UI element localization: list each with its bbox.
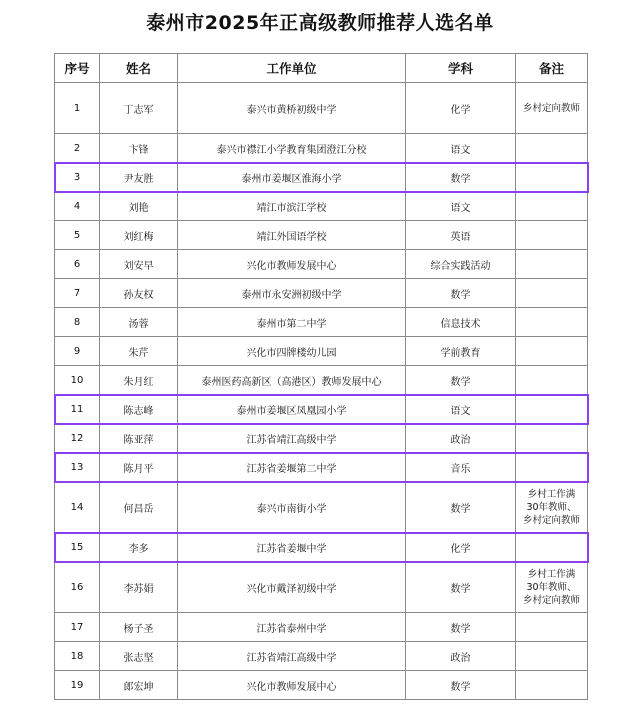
row-unit: 靖江外国语学校 xyxy=(178,221,406,250)
row-name: 陈志峰 xyxy=(100,395,178,424)
row-unit: 江苏省姜堰中学 xyxy=(178,533,406,562)
header-unit: 工作单位 xyxy=(178,54,406,83)
row-number: 15 xyxy=(55,533,100,562)
row-unit: 江苏省泰州中学 xyxy=(178,613,406,642)
row-number: 6 xyxy=(55,250,100,279)
row-subject: 数学 xyxy=(406,613,516,642)
row-number: 11 xyxy=(55,395,100,424)
row-subject: 学前教育 xyxy=(406,337,516,366)
row-name: 陈月平 xyxy=(100,453,178,482)
row-subject: 政治 xyxy=(406,642,516,671)
row-note xyxy=(516,613,588,642)
row-name: 陈亚萍 xyxy=(100,424,178,453)
row-note xyxy=(516,642,588,671)
row-note xyxy=(516,424,588,453)
table-row xyxy=(55,221,588,250)
row-unit: 泰州市姜堰区凤凰园小学 xyxy=(178,395,406,424)
row-subject: 化学 xyxy=(406,83,516,134)
table-row xyxy=(55,83,588,134)
table-row xyxy=(55,279,588,308)
row-name: 李多 xyxy=(100,533,178,562)
table-row xyxy=(55,163,588,192)
row-unit: 江苏省姜堰第二中学 xyxy=(178,453,406,482)
row-name: 李苏娟 xyxy=(100,562,178,613)
row-name: 尹友胜 xyxy=(100,163,178,192)
row-subject: 音乐 xyxy=(406,453,516,482)
row-note xyxy=(516,671,588,700)
row-note xyxy=(516,453,588,482)
row-subject: 数学 xyxy=(406,671,516,700)
row-note xyxy=(516,308,588,337)
row-number: 14 xyxy=(55,482,100,533)
header-name: 姓名 xyxy=(100,54,178,83)
row-unit: 泰兴市襟江小学教育集团澄江分校 xyxy=(178,134,406,163)
row-name: 孙友权 xyxy=(100,279,178,308)
row-name: 张志坚 xyxy=(100,642,178,671)
table-row xyxy=(55,533,588,562)
row-name: 何昌岳 xyxy=(100,482,178,533)
row-note xyxy=(516,163,588,192)
row-subject: 数学 xyxy=(406,482,516,533)
row-subject: 数学 xyxy=(406,366,516,395)
row-name: 郎宏坤 xyxy=(100,671,178,700)
row-note xyxy=(516,192,588,221)
row-subject: 语文 xyxy=(406,192,516,221)
row-note: 乡村工作满30年教师、乡村定向教师 xyxy=(516,482,588,533)
row-subject: 化学 xyxy=(406,533,516,562)
row-note xyxy=(516,337,588,366)
table-row xyxy=(55,192,588,221)
row-unit: 泰州市第二中学 xyxy=(178,308,406,337)
table-row xyxy=(55,366,588,395)
row-number: 5 xyxy=(55,221,100,250)
row-number: 3 xyxy=(55,163,100,192)
row-subject: 综合实践活动 xyxy=(406,250,516,279)
page-title: 泰州市2025年正高级教师推荐人选名单 xyxy=(146,12,494,34)
row-number: 17 xyxy=(55,613,100,642)
header-note: 备注 xyxy=(516,54,588,83)
row-note xyxy=(516,533,588,562)
header-number: 序号 xyxy=(55,54,100,83)
table-row xyxy=(55,671,588,700)
row-subject: 政治 xyxy=(406,424,516,453)
row-unit: 江苏省靖江高级中学 xyxy=(178,642,406,671)
row-unit: 泰州医药高新区（高港区）教师发展中心 xyxy=(178,366,406,395)
row-number: 16 xyxy=(55,562,100,613)
row-unit: 兴化市四牌楼幼儿园 xyxy=(178,337,406,366)
row-subject: 数学 xyxy=(406,163,516,192)
row-unit: 兴化市戴泽初级中学 xyxy=(178,562,406,613)
row-name: 刘安早 xyxy=(100,250,178,279)
row-name: 刘艳 xyxy=(100,192,178,221)
row-name: 刘红梅 xyxy=(100,221,178,250)
row-subject: 数学 xyxy=(406,279,516,308)
table-header-row xyxy=(55,54,588,83)
row-number: 1 xyxy=(55,83,100,134)
row-name: 杨子圣 xyxy=(100,613,178,642)
table-row xyxy=(55,250,588,279)
row-unit: 兴化市教师发展中心 xyxy=(178,671,406,700)
row-subject: 语文 xyxy=(406,134,516,163)
row-note xyxy=(516,395,588,424)
row-subject: 数学 xyxy=(406,562,516,613)
row-number: 12 xyxy=(55,424,100,453)
row-number: 7 xyxy=(55,279,100,308)
row-number: 4 xyxy=(55,192,100,221)
row-name: 汤蓉 xyxy=(100,308,178,337)
table-row xyxy=(55,453,588,482)
row-note xyxy=(516,279,588,308)
row-number: 19 xyxy=(55,671,100,700)
row-number: 18 xyxy=(55,642,100,671)
table-row xyxy=(55,562,588,613)
row-name: 丁志军 xyxy=(100,83,178,134)
table-row xyxy=(55,642,588,671)
row-note: 乡村工作满30年教师、乡村定向教师 xyxy=(516,562,588,613)
row-subject: 英语 xyxy=(406,221,516,250)
row-subject: 信息技术 xyxy=(406,308,516,337)
row-name: 朱月红 xyxy=(100,366,178,395)
row-unit: 泰州市姜堰区淮海小学 xyxy=(178,163,406,192)
row-note xyxy=(516,366,588,395)
row-unit: 泰兴市南街小学 xyxy=(178,482,406,533)
table-row xyxy=(55,395,588,424)
table-row xyxy=(55,134,588,163)
row-name: 朱芹 xyxy=(100,337,178,366)
row-number: 2 xyxy=(55,134,100,163)
row-number: 10 xyxy=(55,366,100,395)
row-note: 乡村定向教师 xyxy=(516,83,588,134)
row-number: 13 xyxy=(55,453,100,482)
table-row xyxy=(55,424,588,453)
row-unit: 泰州市永安洲初级中学 xyxy=(178,279,406,308)
recommendation-table xyxy=(54,53,588,700)
table-row xyxy=(55,308,588,337)
row-note xyxy=(516,134,588,163)
row-subject: 语文 xyxy=(406,395,516,424)
row-unit: 兴化市教师发展中心 xyxy=(178,250,406,279)
row-note xyxy=(516,250,588,279)
row-note xyxy=(516,221,588,250)
row-name: 卞锋 xyxy=(100,134,178,163)
row-unit: 江苏省靖江高级中学 xyxy=(178,424,406,453)
row-number: 8 xyxy=(55,308,100,337)
table-row xyxy=(55,337,588,366)
row-unit: 泰兴市黄桥初级中学 xyxy=(178,83,406,134)
row-number: 9 xyxy=(55,337,100,366)
header-subject: 学科 xyxy=(406,54,516,83)
table-row xyxy=(55,482,588,533)
table-row xyxy=(55,613,588,642)
row-unit: 靖江市滨江学校 xyxy=(178,192,406,221)
